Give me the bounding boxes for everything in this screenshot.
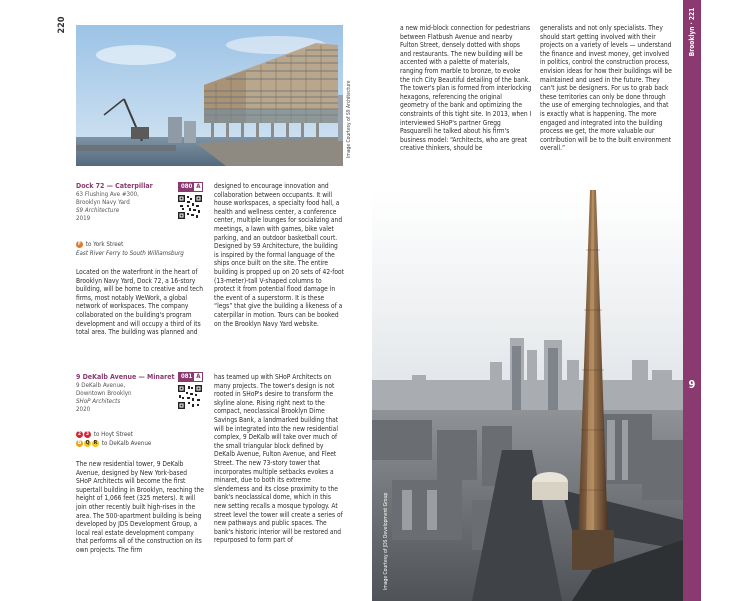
entry-9dekalb-body1: The new residential tower, 9 DeKalb Avenue, designed by New York-based SHoP Architects will become the first supertall building in Brooklyn, reaching the height of 1,066 feet (325 meters). It will join other recently built high-rises in the area. The 500-apartment building is being developed by JDS Development Group, a local real estate development company that performs all of the construction on its own projects. The firm — [76, 460, 204, 554]
subway-line-badge: B — [77, 439, 82, 446]
right-page-body1: a new mid-block connection for pedestrians between Flatbush Avenue and nearby Fulton Street, densely dotted with shops and restaurants. The new building will be accented with a palette of materials, ranging from marble to bronze, to evoke the rich City Beautiful detailing of the bank. The tower's plan is formed from interlocking hexagons, referencing the original geometry of the bank and optimizing the constraints of this tight site. In 2013, when I interviewed SHoP's partner Gregg Pasquarelli he talked about his firm's business model: “Architects, who are great creative thinkers, should be — [400, 24, 532, 153]
entry-9dekalb-title: 9 DeKalb Avenue — Minaret — [76, 373, 175, 381]
entry-9dekalb-address1: 9 DeKalb Avenue, — [76, 382, 126, 389]
entry-dock72-transit — [76, 240, 216, 258]
left-page — [0, 0, 372, 601]
entry-dock72-title: Dock 72 — Caterpillar — [76, 182, 153, 190]
entry-dock72-badge-num: 080 — [181, 183, 193, 190]
entry-dock72-badge-letter: A — [196, 183, 201, 190]
entry-dock72-address1: 63 Flushing Ave #300, — [76, 191, 139, 198]
entry-9dekalb-body-col2 — [214, 373, 344, 545]
entry-9dekalb-body-col1 — [76, 460, 204, 555]
right-page-body2: generalists and not only specialists. They should start getting involved with their projects on a variety of levels — understand the finance and invest money, get involved in politics, control the construction process, envision ideas for how their buildings will be maintained and used in the future. They can't just be designers. For us to grab back these territories can only be done through the use of emerging technologies, and that is exactly what is happening. The more engaged and integrated into the building process we get, the more valuable our contribution will be to the built environment overall.” — [540, 24, 672, 153]
right-page-body-col1 — [400, 24, 532, 153]
entry-dock72-body-col1 — [76, 268, 204, 337]
page-margin-right — [701, 0, 752, 601]
entry-9dekalb-badge-num: 081 — [181, 373, 193, 380]
entry-dock72-year: 2019 — [76, 215, 91, 222]
dock72-photo — [76, 25, 343, 166]
entry-9dekalb-transit1-text: to Hoyt Street — [93, 431, 133, 438]
skyline-photo-credit: Image Courtesy of JDS Development Group — [383, 492, 389, 590]
subway-line-badge: F — [77, 240, 82, 247]
dock72-photo-credit: Image Courtesy of S9 Architecture — [346, 80, 352, 158]
page-number-text: 220 — [57, 16, 67, 34]
skyline-illustration — [372, 190, 683, 601]
skyline-photo — [372, 190, 683, 601]
entry-9dekalb-transit2-text: to DeKalb Avenue — [101, 440, 152, 447]
entry-9dekalb-body2: has teamed up with SHoP Architects on many projects. The tower's design is not rooted in SHoP's desire to transform the skyline alone. Rising right next to the compact, neoclassical Brooklyn Dime Savings Bank, a landmarked building that will be integrated into the new residential complex, 9 DeKalb will take over much of the small triangular block defined by DeKalb Avenue, Fulton Avenue, and Fleet Street. The new 73-story tower that incorporates multiple setbacks evokes a minaret, due to both its extreme slenderness and its close proximity to the bank's neoclassical dome, which in this new setting recalls a mosque typology. At street level the tower will create a series of new pathways and public spaces. The bank's historic interior will be restored and repurposed to form part of — [214, 373, 343, 545]
entry-9dekalb-transit-row2 — [76, 439, 216, 448]
chapter-tab-label: Brooklyn · 221 — [688, 7, 696, 57]
entry-9dekalb-badge — [178, 372, 203, 382]
subway-line-badge: R — [93, 439, 98, 446]
chapter-number-tab: 9 — [683, 368, 701, 402]
entry-dock72-header — [76, 182, 186, 223]
entry-9dekalb-transit — [76, 430, 216, 448]
entry-9dekalb-address2: Downtown Brooklyn — [76, 390, 132, 397]
subway-line-badge: 3 — [85, 430, 90, 437]
page-number-left — [52, 16, 67, 40]
entry-dock72-transit-subway — [76, 240, 216, 249]
entry-9dekalb-badge-letter: A — [196, 373, 201, 380]
chapter-tab-top — [683, 0, 701, 80]
entry-dock72-qr-code[interactable] — [178, 195, 202, 219]
entry-9dekalb-transit-row1 — [76, 430, 216, 439]
entry-dock72-body2: designed to encourage innovation and collaboration between occupants. It will house workspaces, a specialty food hall, a health and wellness center, a conference center, multiple lounges for socializing and meetings, a lawn with games, bike valet parking, and an outdoor basketball court. Designed by S9 Architecture, the building is inspired by the formal language of the ships once built on the site. The entire building is propped up on 20 sets of 42-foot (13-meter)-tall V-shaped columns to protect it from potential flood damage in the event of a superstorm. It is these “legs” that give the building a likeness of a caterpillar in motion. Tours can be booked on the Brooklyn Navy Yard website. — [214, 182, 344, 328]
entry-9dekalb-header — [76, 373, 186, 414]
chapter-tab-strip — [683, 80, 701, 601]
entry-9dekalb-qr-code[interactable] — [178, 385, 202, 409]
entry-dock72-badge — [178, 182, 203, 192]
entry-9dekalb-architect: SHoP Architects — [76, 398, 121, 405]
right-page-body-col2 — [540, 24, 672, 153]
entry-dock72-body1: Located on the waterfront in the heart of Brooklyn Navy Yard, Dock 72, a 16-story building, will be home to creative and tech firms, most notably WeWork, a global network of workspaces. The company collaborated on the building's program development and will occupy a third of its total area. The building was planned and — [76, 268, 203, 337]
dock72-illustration — [76, 25, 343, 166]
entry-9dekalb-year: 2020 — [76, 406, 91, 413]
entry-dock72-body-col2 — [214, 182, 344, 328]
entry-dock72-transit2-text: East River Ferry to South Williamsburg — [76, 250, 184, 257]
entry-dock72-transit1-text: to York Street — [85, 241, 124, 248]
entry-dock72-architect: S9 Architecture — [76, 207, 120, 214]
subway-line-badge: 2 — [77, 430, 82, 437]
entry-dock72-address2: Brooklyn Navy Yard — [76, 199, 130, 206]
subway-line-badge: Q — [85, 439, 90, 446]
